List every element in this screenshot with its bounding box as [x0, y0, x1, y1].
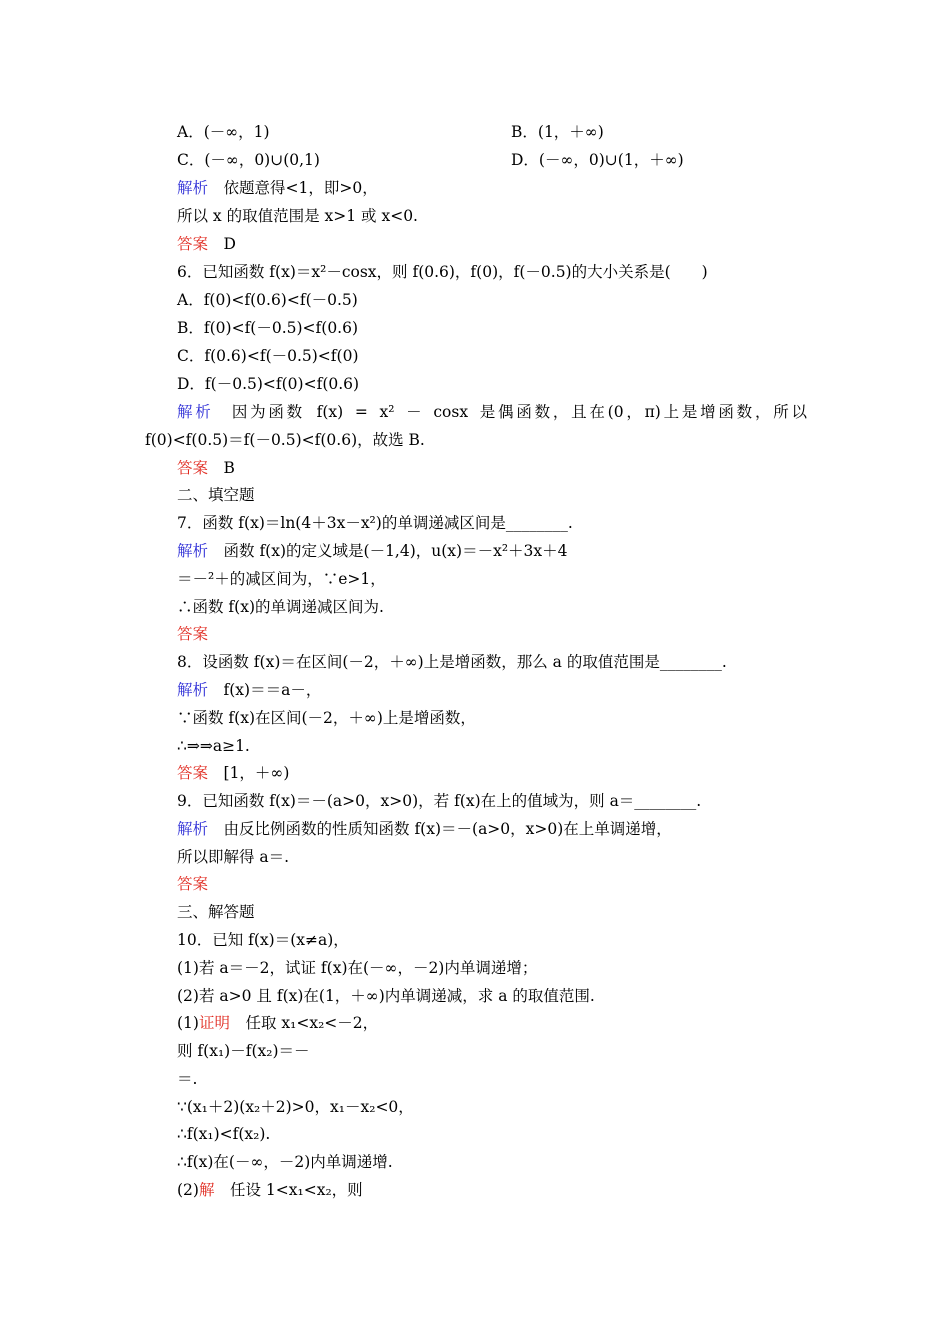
answer-text: D	[208, 235, 236, 253]
analysis-label: 解析	[177, 403, 214, 421]
q9-answer	[177, 874, 208, 894]
q5-analysis	[177, 178, 378, 198]
analysis-label: 解析	[177, 542, 209, 560]
q7-stem: 7．函数 f(x)＝ln(4＋3x－x²)的单调递减区间是________.	[177, 514, 573, 532]
q10-proof-line5: ∴f(x)在(－∞，－2)内单调递增.	[177, 1153, 393, 1171]
analysis-text: 由反比例函数的性质知函数 f(x)＝－(a>0，x>0)在上单调递增，	[208, 820, 672, 838]
q10-proof-start	[177, 1013, 378, 1033]
q5-answer	[177, 234, 236, 254]
q9-stem: 9．已知函数 f(x)＝－(a>0，x>0)，若 f(x)在上的值域为，则 a＝________.	[177, 792, 702, 810]
part-number: (2)	[177, 1181, 199, 1199]
proof-text: 任取 x₁<x₂<－2，	[229, 1014, 379, 1032]
q7-analysis	[177, 541, 568, 561]
q7-answer	[177, 624, 208, 644]
answer-label: 答案	[177, 459, 209, 477]
q10-proof-line1: 则 f(x₁)－f(x₂)＝－	[177, 1042, 310, 1060]
q5-analysis-line2: 所以 x 的取值范围是 x>1 或 x<0.	[177, 207, 418, 225]
proof-label: 证明	[198, 1014, 230, 1032]
q6-analysis-line2: f(0)<f(0.5)＝f(－0.5)<f(0.6)，故选 B.	[145, 431, 425, 449]
answer-label: 答案	[177, 764, 209, 782]
q5-option-b: B．(1，＋∞)	[511, 123, 604, 141]
q5-option-a: A．(－∞，1)	[177, 123, 270, 141]
solution-text: 任设 1<x₁<x₂，则	[214, 1181, 363, 1199]
solution-label: 解	[198, 1181, 215, 1199]
q6-option-b: B．f(0)<f(－0.5)<f(0.6)	[177, 319, 359, 337]
analysis-text: f(x)＝＝a－，	[208, 681, 322, 699]
q6-answer	[177, 458, 235, 478]
q10-solution-start	[177, 1180, 363, 1200]
q6-option-a: A．f(0)<f(0.6)<f(－0.5)	[177, 291, 358, 309]
q5-option-c: C．(－∞，0)∪(0,1)	[177, 151, 320, 169]
q10-part2: (2)若 a>0 且 f(x)在(1，＋∞)内单调递减，求 a 的取值范围.	[177, 987, 595, 1005]
q9-analysis	[177, 819, 672, 839]
analysis-label: 解析	[177, 820, 209, 838]
q8-stem: 8．设函数 f(x)＝在区间(－2，＋∞)上是增函数，那么 a 的取值范围是________.	[177, 653, 727, 671]
q8-analysis	[177, 680, 321, 700]
q10-proof-line3: ∵(x₁＋2)(x₂＋2)>0，x₁－x₂<0，	[177, 1098, 414, 1116]
answer-label: 答案	[177, 875, 209, 893]
answer-text: B	[208, 459, 235, 477]
q8-analysis-line2: ∵函数 f(x)在区间(－2，＋∞)上是增函数，	[177, 709, 476, 727]
answer-label: 答案	[177, 625, 209, 643]
analysis-text: 函数 f(x)的定义域是(－1,4)，u(x)＝－x²＋3x＋4	[208, 542, 568, 560]
analysis-label: 解析	[177, 179, 209, 197]
q8-answer	[177, 763, 289, 783]
answer-text: [1，＋∞)	[208, 764, 290, 782]
analysis-text: 依题意得<1，即>0，	[208, 179, 378, 197]
analysis-label: 解析	[177, 681, 209, 699]
part-number: (1)	[177, 1014, 199, 1032]
analysis-text: 因为函数 f(x) = x² － cosx 是偶函数，且在(0，π)上是增函数，所以	[213, 403, 807, 421]
q8-analysis-line3: ∴⇒⇒a≥1.	[177, 737, 250, 755]
q10-proof-line4: ∴f(x₁)<f(x₂).	[177, 1125, 271, 1143]
q10-proof-line2: ＝.	[177, 1070, 198, 1088]
section-heading-solve: 三、解答题	[177, 903, 255, 921]
q7-analysis-line2: ＝－²＋的减区间为，∵e>1，	[177, 570, 386, 588]
q9-analysis-line2: 所以即解得 a＝.	[177, 848, 290, 866]
q6-option-c: C．f(0.6)<f(－0.5)<f(0)	[177, 347, 359, 365]
q7-analysis-line3: ∴函数 f(x)的单调递减区间为.	[177, 598, 384, 616]
q10-stem: 10．已知 f(x)＝(x≠a)，	[177, 931, 349, 949]
q10-part1: (1)若 a＝－2，试证 f(x)在(－∞，－2)内单调递增；	[177, 959, 538, 977]
q6-analysis	[177, 402, 807, 422]
q6-stem: 6．已知函数 f(x)＝x²－cosx，则 f(0.6)，f(0)，f(－0.5)的大小关系是( )	[177, 263, 708, 281]
q6-option-d: D．f(－0.5)<f(0)<f(0.6)	[177, 375, 360, 393]
q5-option-d: D．(－∞，0)∪(1，＋∞)	[511, 151, 684, 169]
section-heading-fill-blank: 二、填空题	[177, 486, 255, 504]
answer-label: 答案	[177, 235, 209, 253]
